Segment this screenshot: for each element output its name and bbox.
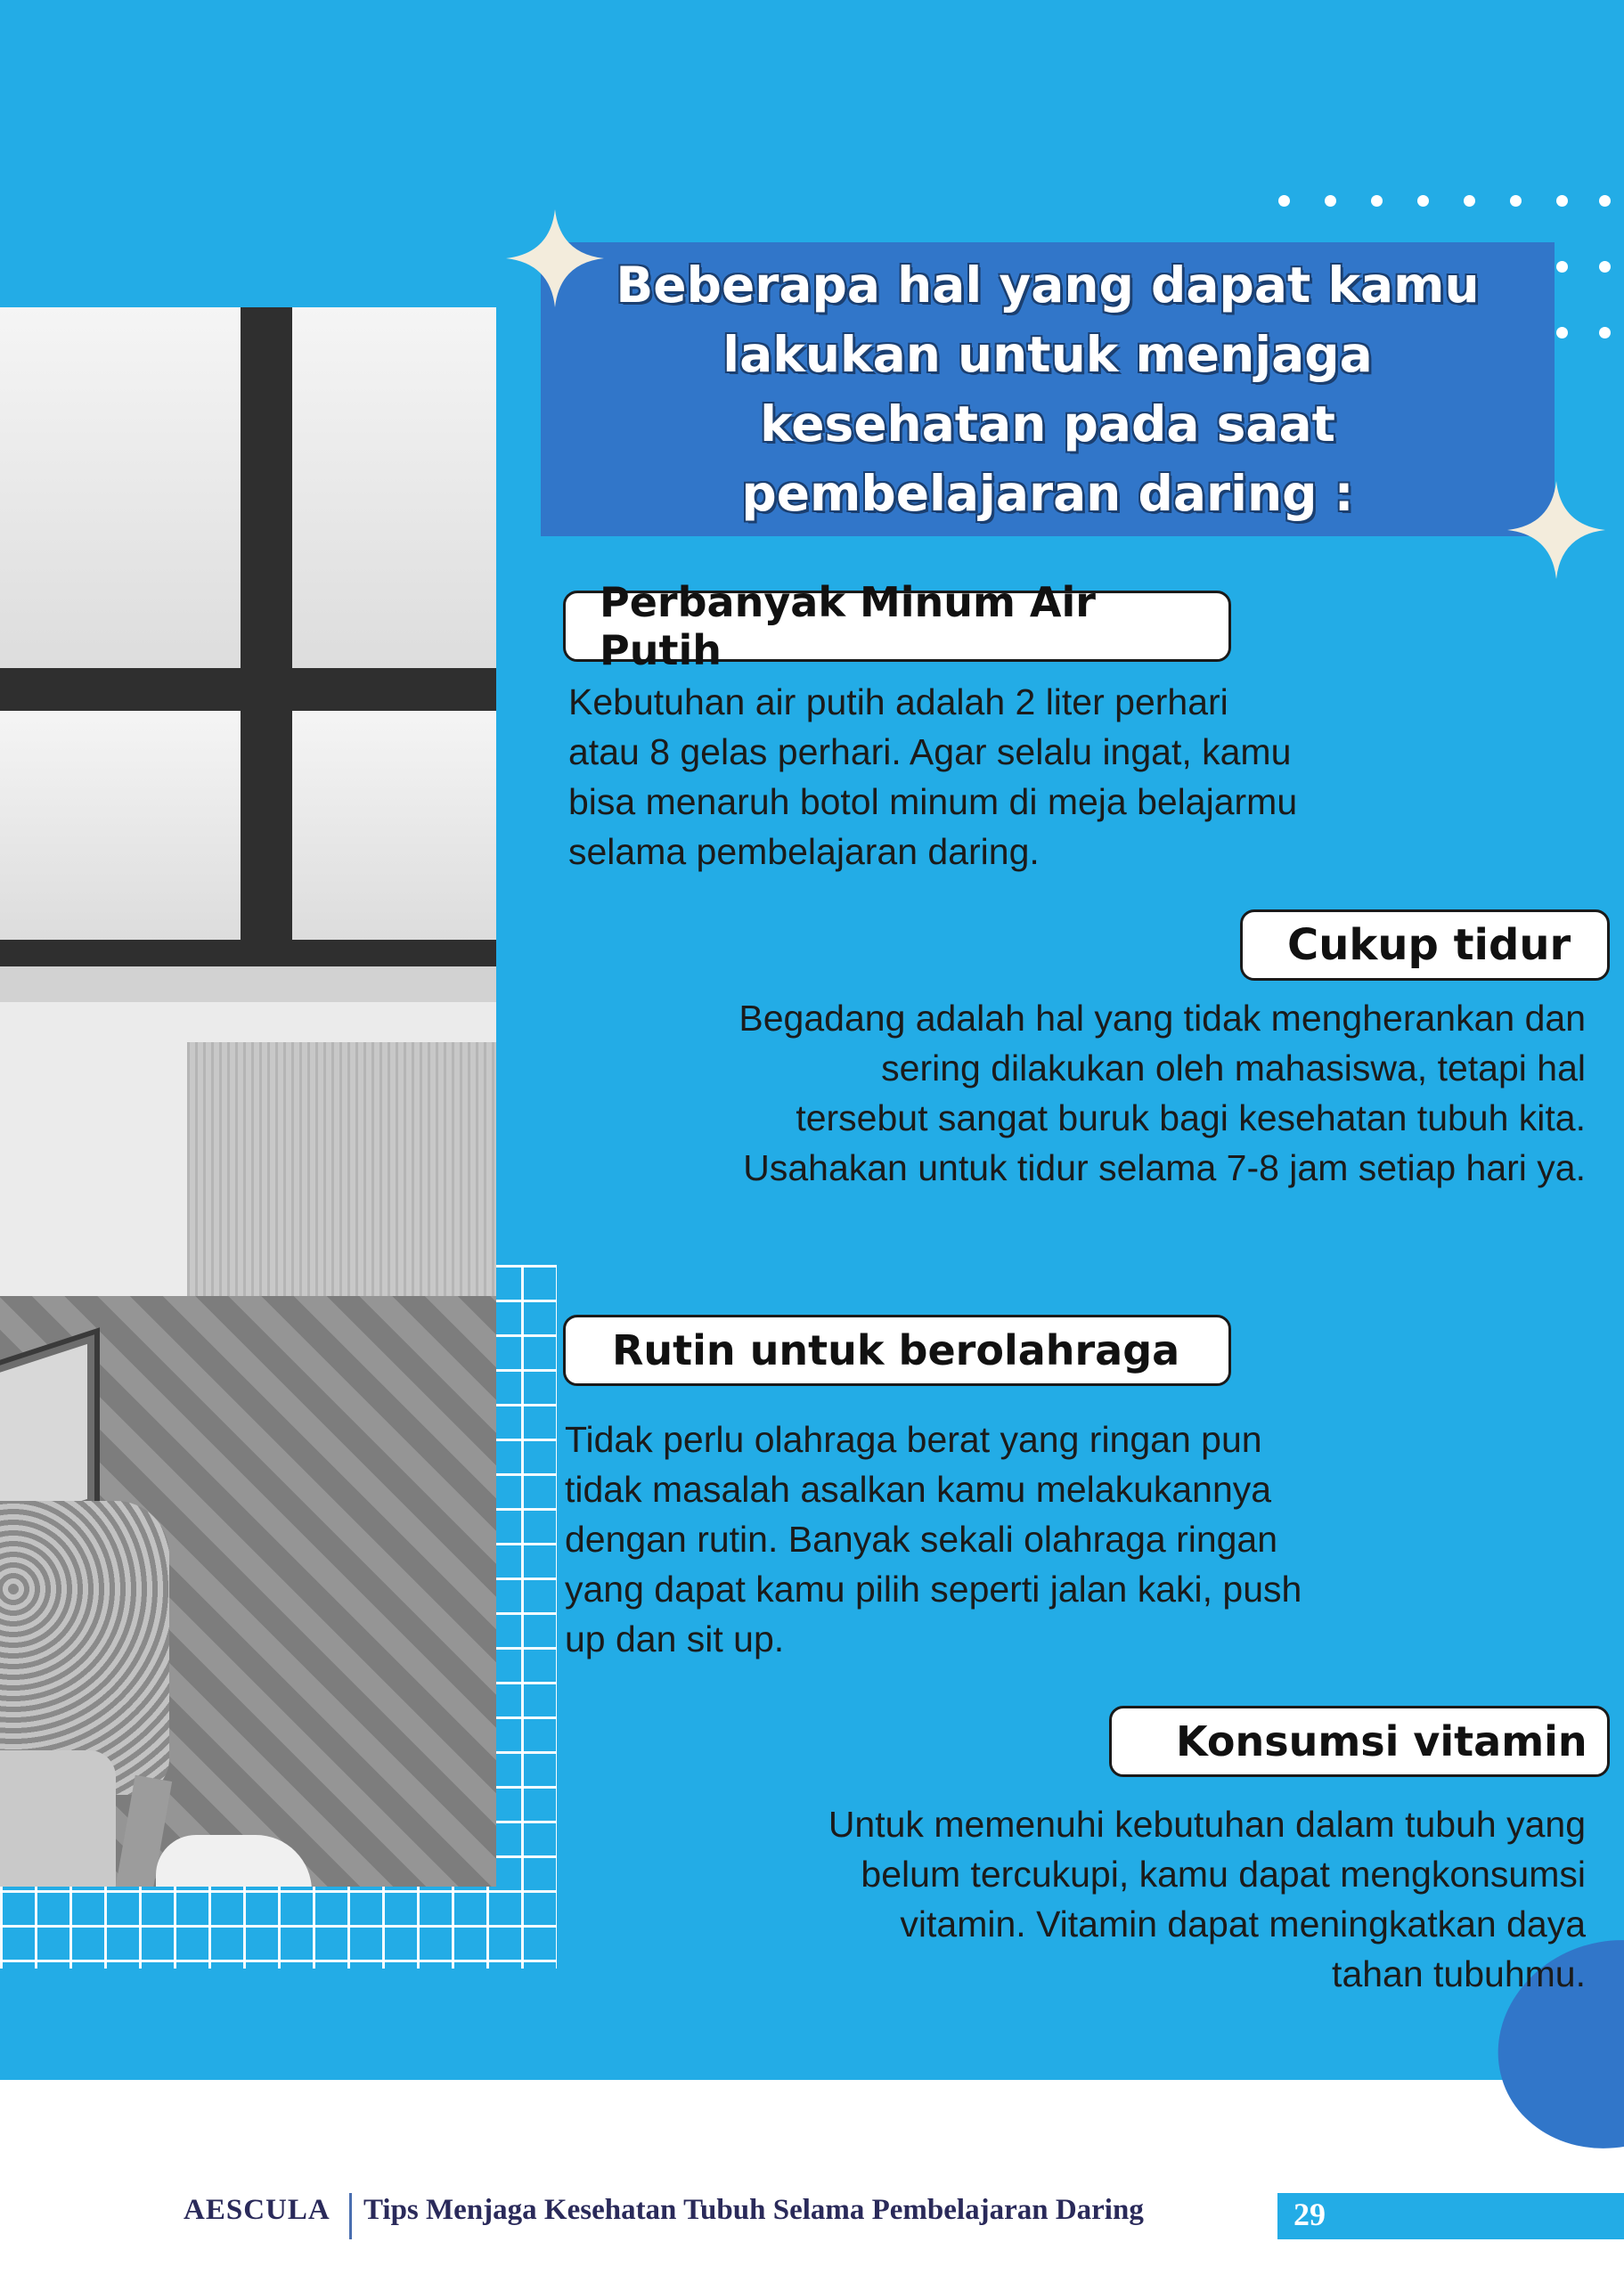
tip-body-vitamin xyxy=(624,1799,1586,1999)
text-line: Begadang adalah hal yang tidak mengherankan dan xyxy=(739,998,1586,1039)
text-line: Tidak perlu olahraga berat yang ringan pun xyxy=(565,1419,1262,1460)
text-line: tahan tubuhmu. xyxy=(1332,1953,1586,1994)
photo-student-laptop xyxy=(0,307,496,1887)
page-number: 29 xyxy=(1293,2197,1326,2232)
text-line: vitamin. Vitamin dapat meningkatkan daya xyxy=(900,1904,1586,1944)
tip-body-sleep xyxy=(624,993,1586,1193)
tip-heading-water xyxy=(563,578,1231,674)
tip-body-water xyxy=(568,677,1424,876)
text-line: bisa menaruh botol minum di meja belajarmu xyxy=(568,781,1298,822)
sparkle-icon xyxy=(1507,481,1605,579)
text-line: Untuk memenuhi kebutuhan dalam tubuh yang xyxy=(828,1804,1586,1845)
tip-heading-water-label: Perbanyak Minum Air Putih xyxy=(600,578,1096,674)
text-line: yang dapat kamu pilih seperti jalan kaki, push xyxy=(565,1569,1302,1610)
footer-brand: AESCULA xyxy=(184,2194,331,2226)
tip-heading-exercise xyxy=(563,1315,1231,1386)
text-line: tidak masalah asalkan kamu melakukannya xyxy=(565,1469,1272,1510)
text-line: belum tercukupi, kamu dapat mengkonsumsi xyxy=(861,1854,1586,1895)
text-line: selama pembelajaran daring. xyxy=(568,831,1040,872)
text-line: Usahakan untuk tidur selama 7-8 jam setiap hari ya. xyxy=(743,1147,1586,1188)
text-line: up dan sit up. xyxy=(565,1618,785,1659)
text-line: sering dilakukan oleh mahasiswa, tetapi hal xyxy=(881,1048,1586,1088)
header-box xyxy=(541,242,1555,536)
tip-heading-vitamin xyxy=(1109,1706,1610,1777)
footer-title: Tips Menjaga Kesehatan Tubuh Selama Pembelajaran Daring xyxy=(363,2194,1144,2226)
tip-heading-sleep xyxy=(1240,909,1610,981)
tip-body-exercise xyxy=(565,1415,1420,1664)
text-line: tersebut sangat buruk bagi kesehatan tubuh kita. xyxy=(796,1097,1586,1138)
page-title: Beberapa hal yang dapat kamu lakukan untuk menjaga kesehatan pada saat pembelajaran daring : xyxy=(616,257,1480,522)
sparkle-icon xyxy=(506,209,604,307)
text-line: atau 8 gelas perhari. Agar selalu ingat, kamu xyxy=(568,731,1292,772)
footer-divider xyxy=(349,2193,352,2239)
text-line: dengan rutin. Banyak sekali olahraga ringan xyxy=(565,1519,1278,1560)
tip-heading-exercise-label: Rutin untuk berolahraga xyxy=(612,1326,1180,1374)
tip-heading-sleep-label: Cukup tidur xyxy=(1287,920,1571,970)
text-line: Kebutuhan air putih adalah 2 liter perhari xyxy=(568,681,1228,722)
tip-heading-vitamin-label: Konsumsi vitamin xyxy=(1176,1717,1587,1765)
footer-page-number-bar xyxy=(1277,2193,1624,2239)
